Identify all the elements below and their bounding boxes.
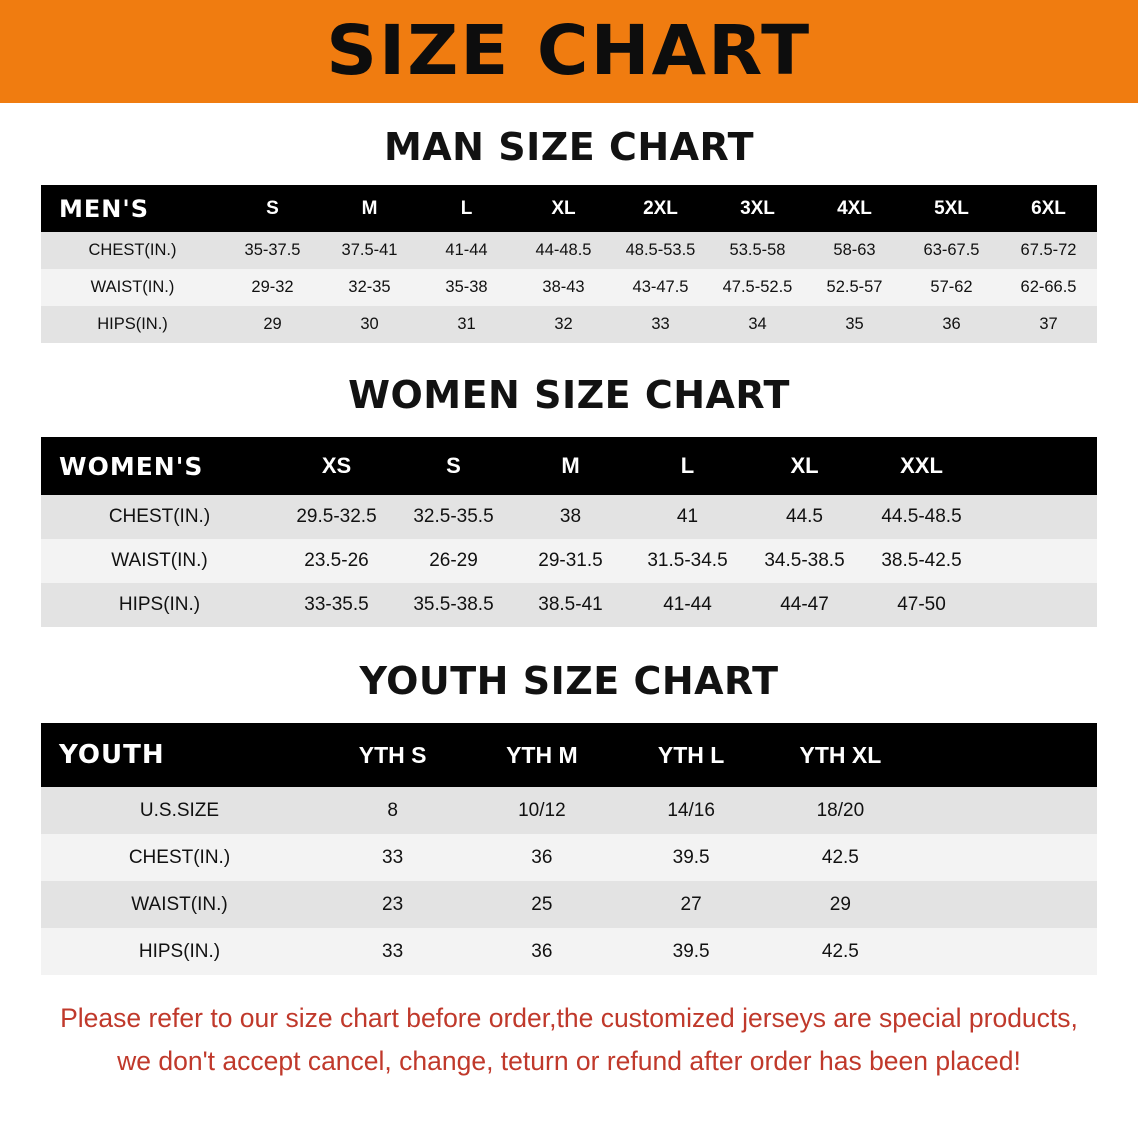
women-hips-s: 35.5-38.5 — [395, 583, 512, 627]
women-col-s: S — [395, 437, 512, 495]
women-table-body — [41, 495, 1097, 627]
man-col-4xl: 4XL — [806, 185, 903, 232]
man-hips-3xl: 34 — [709, 306, 806, 343]
man-col-xl: XL — [515, 185, 612, 232]
youth-row-ussize-label: U.S.SIZE — [41, 787, 318, 834]
man-hips-l: 31 — [418, 306, 515, 343]
women-col-xxl: XXL — [863, 437, 980, 495]
man-hips-4xl: 35 — [806, 306, 903, 343]
table-row — [41, 881, 1097, 928]
man-col-s: S — [224, 185, 321, 232]
women-hips-xxl: 47-50 — [863, 583, 980, 627]
youth-waist-m: 25 — [467, 881, 616, 928]
table-row — [41, 232, 1097, 269]
man-hips-m: 30 — [321, 306, 418, 343]
man-chest-s: 35-37.5 — [224, 232, 321, 269]
youth-ussize-s: 8 — [318, 787, 467, 834]
youth-chest-spacer — [915, 834, 1097, 881]
women-waist-m: 29-31.5 — [512, 539, 629, 583]
youth-col-xl: YTH XL — [766, 723, 915, 787]
women-row-hips-label: HIPS(IN.) — [41, 583, 278, 627]
women-chest-xl: 44.5 — [746, 495, 863, 539]
women-row-waist-label: WAIST(IN.) — [41, 539, 278, 583]
women-size-table-wrap — [41, 437, 1097, 627]
women-waist-spacer — [980, 539, 1097, 583]
women-waist-xxl: 38.5-42.5 — [863, 539, 980, 583]
policy-note-line-2: we don't accept cancel, change, teturn or refund after order has been placed! — [117, 1045, 1021, 1076]
women-hips-xl: 44-47 — [746, 583, 863, 627]
women-chest-l: 41 — [629, 495, 746, 539]
youth-row-waist-label: WAIST(IN.) — [41, 881, 318, 928]
women-chest-xxl: 44.5-48.5 — [863, 495, 980, 539]
women-waist-s: 26-29 — [395, 539, 512, 583]
man-size-table-wrap — [41, 185, 1097, 343]
women-chest-s: 32.5-35.5 — [395, 495, 512, 539]
man-waist-4xl: 52.5-57 — [806, 269, 903, 306]
women-table-head — [41, 437, 1097, 495]
man-col-2xl: 2XL — [612, 185, 709, 232]
women-chest-xs: 29.5-32.5 — [278, 495, 395, 539]
women-col-xs: XS — [278, 437, 395, 495]
page-banner — [0, 0, 1138, 103]
man-col-m: M — [321, 185, 418, 232]
man-col-5xl: 5XL — [903, 185, 1000, 232]
youth-hips-l: 39.5 — [617, 928, 766, 975]
youth-table-head — [41, 723, 1097, 787]
youth-col-spacer — [915, 723, 1097, 787]
man-row-hips-label: HIPS(IN.) — [41, 306, 224, 343]
man-header-label: MEN'S — [41, 185, 224, 232]
youth-col-l: YTH L — [617, 723, 766, 787]
man-col-6xl: 6XL — [1000, 185, 1097, 232]
youth-row-chest-label: CHEST(IN.) — [41, 834, 318, 881]
table-row — [41, 306, 1097, 343]
women-size-table — [41, 437, 1097, 627]
man-section-title: MAN SIZE CHART — [383, 125, 755, 169]
youth-table-body — [41, 787, 1097, 975]
women-col-m: M — [512, 437, 629, 495]
man-hips-2xl: 33 — [612, 306, 709, 343]
women-col-xl: XL — [746, 437, 863, 495]
man-waist-l: 35-38 — [418, 269, 515, 306]
policy-note — [34, 997, 1104, 1083]
table-row — [41, 539, 1097, 583]
youth-size-table-wrap — [41, 723, 1097, 975]
youth-size-table — [41, 723, 1097, 975]
man-hips-xl: 32 — [515, 306, 612, 343]
youth-waist-s: 23 — [318, 881, 467, 928]
table-row — [41, 495, 1097, 539]
man-chest-5xl: 63-67.5 — [903, 232, 1000, 269]
man-waist-6xl: 62-66.5 — [1000, 269, 1097, 306]
youth-hips-xl: 42.5 — [766, 928, 915, 975]
man-waist-xl: 38-43 — [515, 269, 612, 306]
man-waist-5xl: 57-62 — [903, 269, 1000, 306]
man-header-row — [41, 185, 1097, 232]
man-row-chest-label: CHEST(IN.) — [41, 232, 224, 269]
youth-waist-xl: 29 — [766, 881, 915, 928]
women-waist-xs: 23.5-26 — [278, 539, 395, 583]
youth-section-title: YOUTH SIZE CHART — [359, 659, 779, 703]
man-hips-6xl: 37 — [1000, 306, 1097, 343]
man-chest-3xl: 53.5-58 — [709, 232, 806, 269]
youth-waist-spacer — [915, 881, 1097, 928]
women-hips-xs: 33-35.5 — [278, 583, 395, 627]
table-row — [41, 787, 1097, 834]
man-chest-l: 41-44 — [418, 232, 515, 269]
women-col-l: L — [629, 437, 746, 495]
youth-col-s: YTH S — [318, 723, 467, 787]
youth-row-hips-label: HIPS(IN.) — [41, 928, 318, 975]
man-table-body — [41, 232, 1097, 343]
youth-ussize-spacer — [915, 787, 1097, 834]
women-chest-m: 38 — [512, 495, 629, 539]
page-title: SIZE CHART — [326, 11, 812, 91]
man-hips-5xl: 36 — [903, 306, 1000, 343]
youth-header-row — [41, 723, 1097, 787]
youth-ussize-m: 10/12 — [467, 787, 616, 834]
man-chest-6xl: 67.5-72 — [1000, 232, 1097, 269]
youth-ussize-l: 14/16 — [617, 787, 766, 834]
man-waist-2xl: 43-47.5 — [612, 269, 709, 306]
youth-ussize-xl: 18/20 — [766, 787, 915, 834]
man-chest-4xl: 58-63 — [806, 232, 903, 269]
table-row — [41, 583, 1097, 627]
women-header-row — [41, 437, 1097, 495]
man-waist-3xl: 47.5-52.5 — [709, 269, 806, 306]
man-col-3xl: 3XL — [709, 185, 806, 232]
women-waist-xl: 34.5-38.5 — [746, 539, 863, 583]
youth-col-m: YTH M — [467, 723, 616, 787]
man-row-waist-label: WAIST(IN.) — [41, 269, 224, 306]
women-hips-m: 38.5-41 — [512, 583, 629, 627]
man-chest-m: 37.5-41 — [321, 232, 418, 269]
youth-hips-m: 36 — [467, 928, 616, 975]
women-chest-spacer — [980, 495, 1097, 539]
women-header-label: WOMEN'S — [41, 437, 278, 495]
man-chest-2xl: 48.5-53.5 — [612, 232, 709, 269]
youth-chest-l: 39.5 — [617, 834, 766, 881]
women-section-title: WOMEN SIZE CHART — [348, 373, 790, 417]
man-hips-s: 29 — [224, 306, 321, 343]
table-row — [41, 269, 1097, 306]
man-waist-m: 32-35 — [321, 269, 418, 306]
man-size-table — [41, 185, 1097, 343]
man-col-l: L — [418, 185, 515, 232]
women-hips-spacer — [980, 583, 1097, 627]
youth-waist-l: 27 — [617, 881, 766, 928]
man-waist-s: 29-32 — [224, 269, 321, 306]
youth-header-label: YOUTH — [41, 723, 318, 787]
youth-hips-spacer — [915, 928, 1097, 975]
table-row — [41, 928, 1097, 975]
policy-note-line-1: Please refer to our size chart before order,the customized jerseys are special products, — [60, 1003, 1078, 1033]
youth-chest-xl: 42.5 — [766, 834, 915, 881]
youth-hips-s: 33 — [318, 928, 467, 975]
youth-chest-s: 33 — [318, 834, 467, 881]
man-table-head — [41, 185, 1097, 232]
women-col-spacer — [980, 437, 1097, 495]
youth-chest-m: 36 — [467, 834, 616, 881]
table-row — [41, 834, 1097, 881]
man-chest-xl: 44-48.5 — [515, 232, 612, 269]
women-hips-l: 41-44 — [629, 583, 746, 627]
women-waist-l: 31.5-34.5 — [629, 539, 746, 583]
women-row-chest-label: CHEST(IN.) — [41, 495, 278, 539]
